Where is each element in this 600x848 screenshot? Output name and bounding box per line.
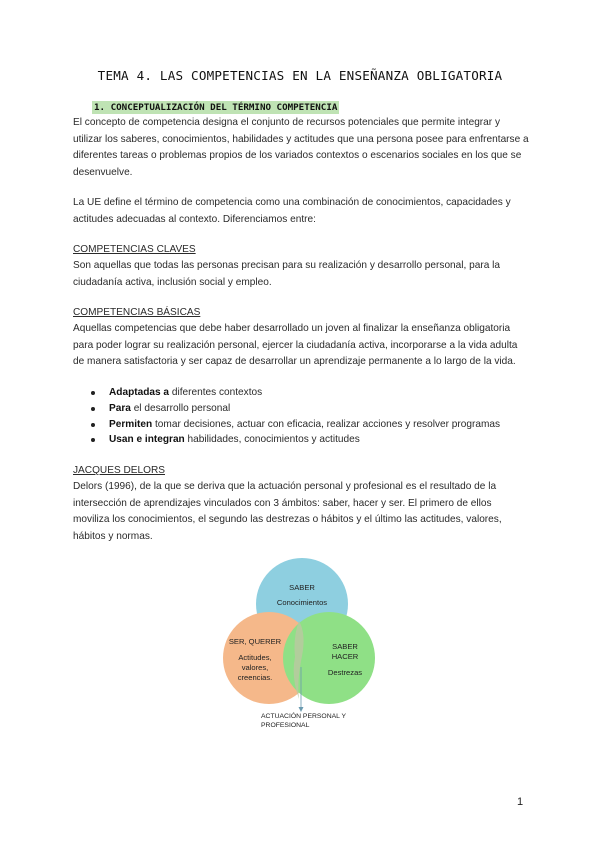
text-line: desenvuelve. (73, 166, 133, 178)
list-item (73, 432, 500, 448)
saber-hacer-sub: Destrezas (327, 668, 363, 677)
document-title: TEMA 4. LAS COMPETENCIAS EN LA ENSEÑANZA OBLIGATORIA (97, 68, 503, 83)
text-line: El concepto de competencia designa el conjunto de recursos potenciales que permite integrar y (73, 117, 500, 128)
text-line: para poder lograr su realización personal, ejercer la ciudadanía activa, incorporarse a la vida adulta (73, 339, 518, 351)
bullet-bold: Permiten (109, 418, 153, 430)
list-item (73, 417, 500, 433)
heading-competencias-basicas: COMPETENCIAS BÁSICAS (73, 307, 201, 318)
arrow-head (299, 707, 304, 712)
paragraph-delors (73, 479, 533, 545)
text-line: Son aquellas que todas las personas precisan para su realización y desarrollo personal, para la (73, 260, 500, 271)
paragraph-ue-definition (73, 195, 533, 228)
text-line: Aquellas competencias que debe haber desarrollado un joven al finalizar la enseñanza obligatoria (73, 323, 511, 334)
bullet-bold: Adaptadas a (109, 387, 170, 398)
list-item (73, 385, 500, 401)
bullet-text: habilidades, conocimientos y actitudes (184, 434, 360, 446)
paragraph-claves (73, 258, 533, 291)
text-line: hábitos y normas. (73, 530, 153, 542)
heading-competencias-claves: COMPETENCIAS CLAVES (73, 244, 196, 255)
bullet-bold: Usan e integran (109, 434, 185, 446)
heading-jacques-delors: JACQUES DELORS (73, 465, 165, 476)
bullet-bold: Para (109, 402, 131, 414)
text-line: actitudes adecuadas al contexto. Diferenciamos entre: (73, 213, 316, 225)
text-line: La UE define el término de competencia como una combinación de conocimientos, capacidades y (73, 197, 511, 208)
caption-line-2: PROFESIONAL (261, 722, 310, 729)
list-item (73, 401, 500, 417)
bullet-list (73, 385, 500, 448)
paragraph-competence-concept (73, 115, 533, 181)
bullet-text: tomar decisiones, actuar con eficacia, realizar acciones y resolver programas (152, 418, 501, 430)
saber-label: SABER (289, 583, 315, 592)
ser-querer-sub-2: valores, (241, 663, 269, 672)
text-line: Delors (1996), de la que se deriva que la actuación personal y profesional es el resultado de la (73, 481, 497, 492)
bullet-text: el desarrollo personal (130, 402, 231, 414)
bullet-text: diferentes contextos (169, 387, 263, 398)
text-line: intersección de aprendizajes vinculados con 3 ámbitos: saber, hacer y ser. El primero de ellos (73, 497, 492, 509)
text-line: moviliza los conocimientos, el segundo las destrezas o hábitos y el último las actitudes, valores, (73, 514, 502, 526)
saber-sub: Conocimientos (276, 598, 328, 607)
text-line: diferentes tareas o problemas propios de los variados contextos o escenarios sociales en los que se (73, 150, 522, 162)
saber-hacer-label-1: SABER (332, 642, 358, 651)
venn-diagram (215, 557, 385, 737)
text-line: utilizar los saberes, conocimientos, habilidades y actitudes que una persona posee para enfrentarse a (73, 133, 529, 145)
ser-querer-sub-3: creencias. (237, 673, 273, 682)
caption-line-1: ACTUACIÓN PERSONAL Y (261, 713, 346, 720)
paragraph-basicas (73, 321, 533, 371)
section-heading: 1. CONCEPTUALIZACIÓN DEL TÉRMINO COMPETENCIA (94, 102, 338, 113)
text-line: de manera satisfactoria y ser capaz de desarrollar un aprendizaje permanente a lo largo de la vida. (73, 356, 516, 368)
saber-hacer-label-2: HACER (331, 652, 359, 661)
page-number: 1 (517, 796, 524, 808)
ser-querer-sub-1: Actitudes, (238, 653, 272, 662)
ser-querer-label: SER, QUERER (228, 637, 282, 646)
text-line: ciudadanía activa, inclusión social y empleo. (73, 276, 272, 288)
